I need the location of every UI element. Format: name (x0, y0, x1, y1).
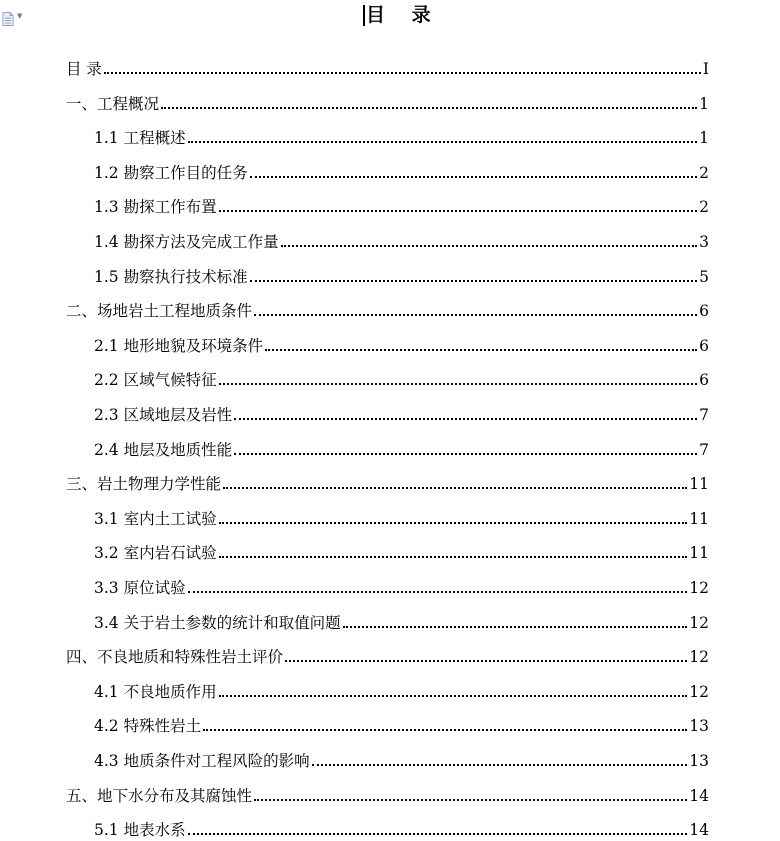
dot-leader (312, 764, 688, 766)
dot-leader (188, 591, 688, 593)
toc-entry[interactable] (94, 195, 709, 217)
chevron-down-icon[interactable]: ▼ (17, 12, 23, 20)
toc-entry[interactable] (94, 438, 709, 460)
dot-leader (223, 487, 687, 489)
toc-page-number: 14 (689, 786, 709, 805)
toc-entry-title: 4.1 不良地质作用 (94, 682, 217, 701)
toc-entry[interactable] (94, 680, 709, 702)
toc-entry[interactable] (94, 403, 709, 425)
page-title: 目 录 (366, 4, 441, 26)
toc-page-number: 12 (689, 648, 709, 667)
toc-page-number: 7 (699, 406, 709, 424)
dot-leader (234, 453, 697, 455)
toc-entry[interactable] (66, 299, 709, 321)
toc-page-number: 11 (689, 544, 709, 563)
dot-leader (254, 799, 687, 801)
toc-entry[interactable] (94, 161, 709, 183)
dot-leader (265, 349, 697, 351)
toc-page-number: 2 (699, 198, 709, 217)
toc-entry[interactable] (94, 749, 709, 771)
dot-leader (250, 280, 698, 282)
toc-page-number: 5 (699, 267, 709, 286)
dot-leader (188, 833, 688, 835)
toc-page-number: 14 (689, 821, 709, 840)
toc-page-number: 11 (689, 475, 709, 494)
dot-leader (104, 72, 701, 74)
toc-entry-title: 5.1 地表水系 (94, 821, 186, 840)
toc-page-number: 12 (689, 613, 709, 632)
dot-leader (234, 418, 697, 420)
toc-entry[interactable] (94, 126, 709, 148)
toc-page-number: 3 (699, 233, 709, 251)
toc-entry[interactable] (94, 230, 709, 252)
toc-entry-title: 2.2 区域气候特征 (94, 371, 217, 390)
toc-page-number: 6 (699, 302, 709, 321)
toc-entry[interactable] (94, 334, 709, 356)
toc-page-number: 1 (699, 129, 709, 148)
toc-entry-title: 3.3 原位试验 (94, 579, 186, 597)
toc-entry[interactable] (66, 784, 709, 806)
toc-page-number: 13 (689, 717, 709, 736)
toc-entry-title: 二、场地岩土工程地质条件 (66, 302, 253, 321)
toc-entry-title: 3.4 关于岩土参数的统计和取值问题 (94, 613, 341, 632)
dot-leader (219, 210, 698, 212)
toc-entry-title: 1.1 工程概述 (94, 129, 186, 148)
toc-entry-title: 3.2 室内岩石试验 (94, 544, 217, 563)
toc-entry-title: 4.2 特殊性岩土 (94, 717, 202, 736)
toc-entry[interactable] (94, 714, 709, 736)
dot-leader (203, 729, 687, 731)
dot-leader (343, 626, 688, 628)
dot-leader (219, 695, 688, 697)
toc-entry-title: 三、岩土物理力学性能 (66, 475, 222, 494)
toc-entry-title: 3.1 室内土工试验 (94, 509, 217, 528)
toc-entry-title: 一、工程概况 (66, 94, 160, 113)
toc-entry[interactable] (94, 611, 709, 633)
toc-entry-title: 2.3 区域地层及岩性 (94, 406, 233, 424)
toc-page-number: 13 (689, 752, 709, 770)
toc-page-number: 12 (689, 682, 709, 701)
toc-entry-title: 2.1 地形地貌及环境条件 (94, 336, 264, 355)
toc-page-number: 12 (689, 579, 709, 597)
toc-entry-title: 四、不良地质和特殊性岩土评价 (66, 648, 284, 667)
toc-page-number: 11 (689, 509, 709, 528)
dot-leader (161, 107, 697, 109)
toc-entry[interactable] (94, 576, 709, 598)
toc-entry-title: 2.4 地层及地质性能 (94, 440, 233, 459)
dot-leader (219, 522, 688, 524)
toc-page-number: 7 (699, 440, 709, 459)
toc-entry-title: 4.3 地质条件对工程风险的影响 (94, 752, 310, 770)
toc-entry-title: 1.2 勘察工作目的任务 (94, 163, 248, 182)
toc-page-number: 1 (699, 94, 709, 113)
toc-entry[interactable] (66, 472, 709, 494)
toc-entry[interactable] (94, 541, 709, 563)
toc-entry[interactable] (94, 507, 709, 529)
toc-page-number: 6 (699, 336, 709, 355)
toc-entry-title: 1.5 勘察执行技术标准 (94, 267, 248, 286)
toc-entry-title: 1.4 勘探方法及完成工作量 (94, 233, 279, 251)
toc-entry[interactable] (94, 368, 709, 390)
toc-entry-title: 目 录 (66, 60, 102, 78)
toc-entry[interactable] (94, 818, 709, 840)
dot-leader (254, 314, 697, 316)
toc-entry[interactable] (94, 265, 709, 287)
toc-page-number: 6 (699, 371, 709, 390)
toc-entry-title: 1.3 勘探工作布置 (94, 198, 217, 217)
toc-entry[interactable] (66, 57, 709, 79)
dot-leader (281, 245, 698, 247)
dot-leader (285, 660, 687, 662)
dot-leader (219, 383, 698, 385)
toc-page-number: 2 (699, 163, 709, 182)
toc-entry[interactable] (66, 645, 709, 667)
dot-leader (188, 141, 698, 143)
toc-entry[interactable] (66, 92, 709, 114)
dot-leader (219, 556, 688, 558)
toc-page-number: I (702, 60, 709, 78)
toc-entry-title: 五、地下水分布及其腐蚀性 (66, 786, 253, 805)
dot-leader (250, 176, 698, 178)
